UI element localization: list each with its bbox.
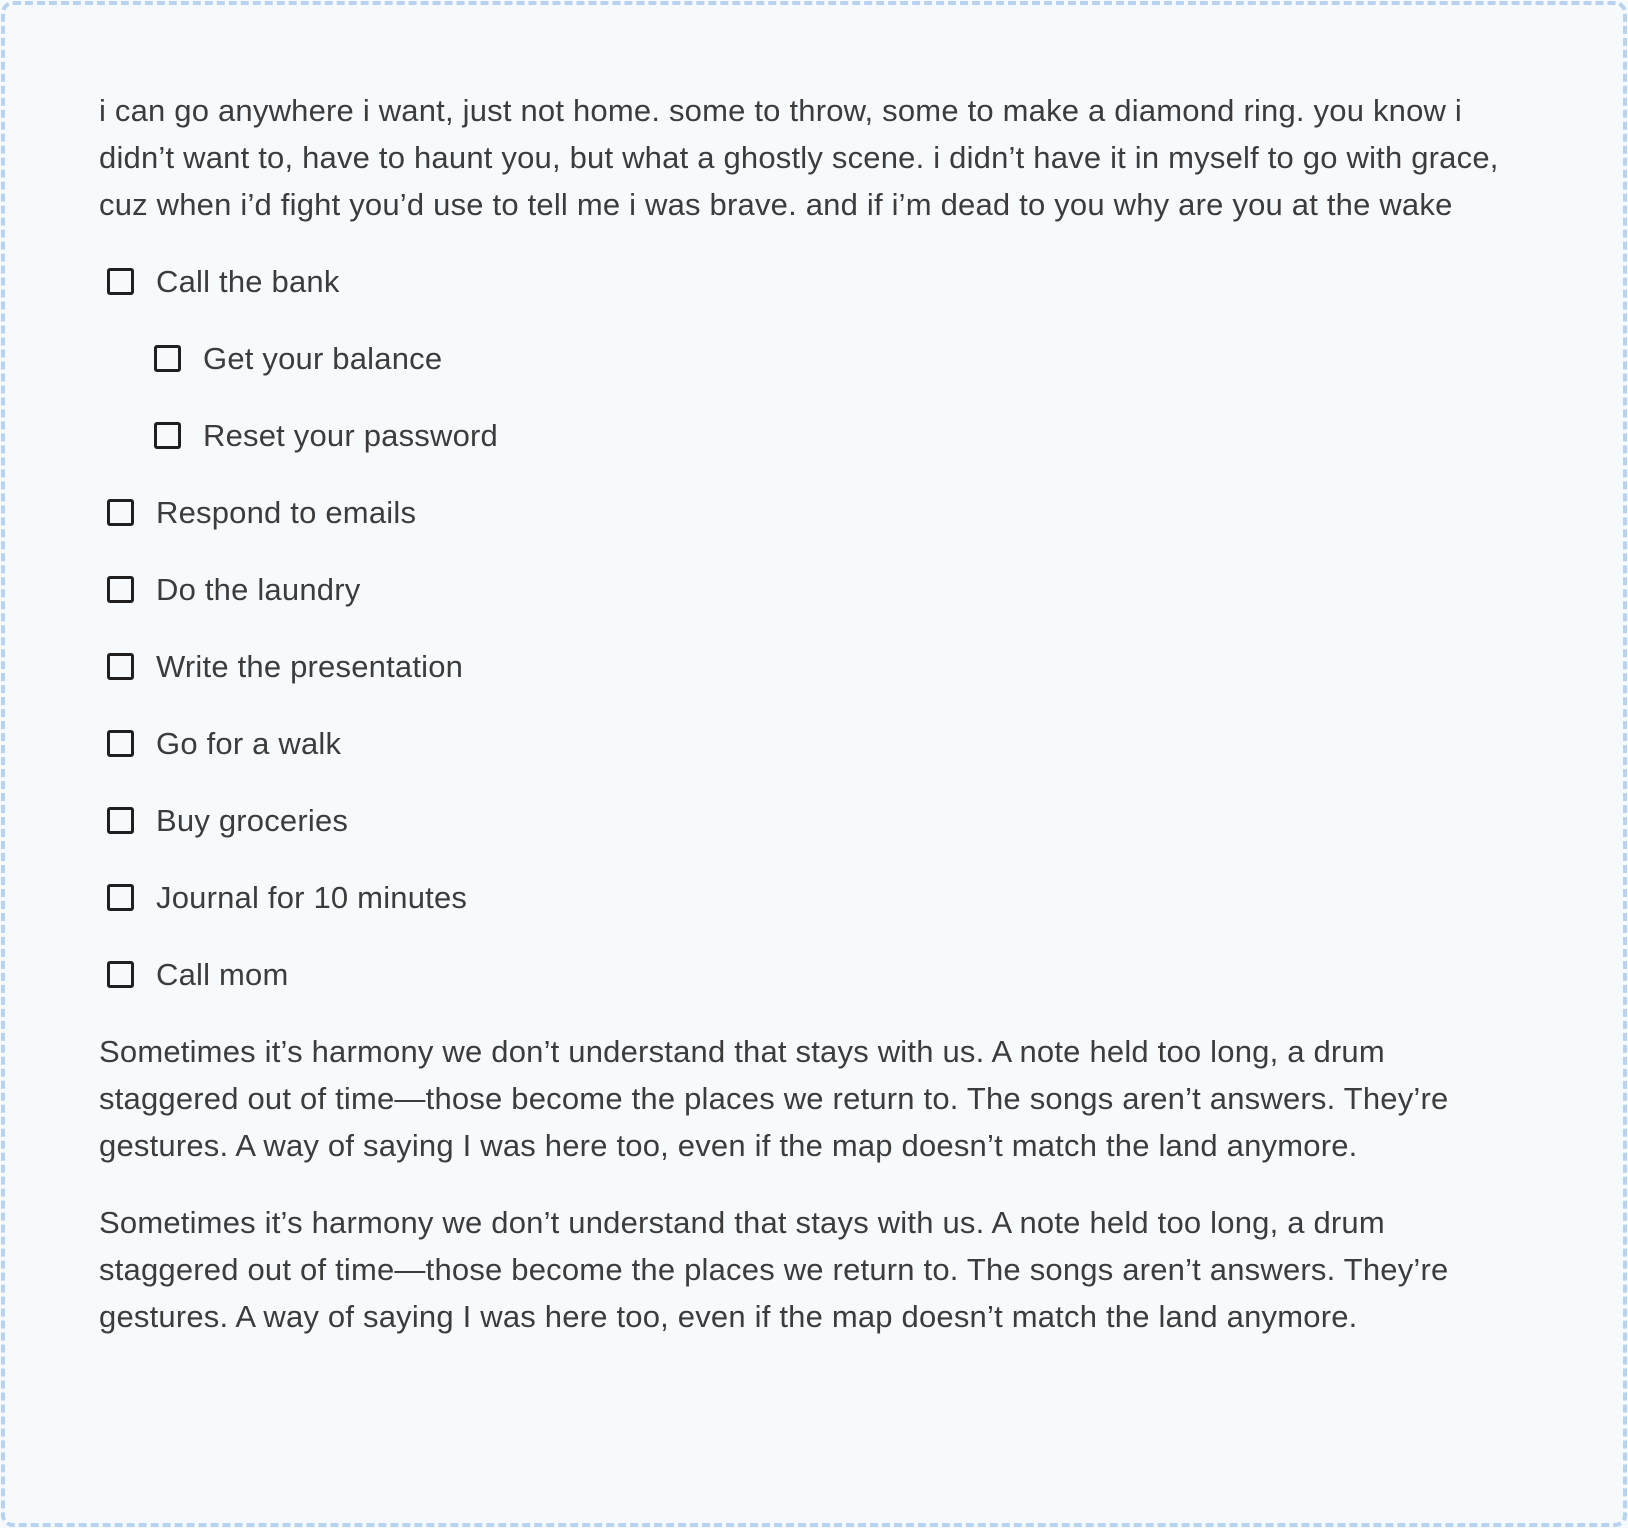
checklist-item (99, 874, 1529, 921)
checklist-item (99, 797, 1529, 844)
checklist-item-label: Do the laundry (156, 572, 361, 607)
checklist-item-label: Journal for 10 minutes (156, 880, 468, 915)
checklist-item (146, 412, 1529, 459)
checkbox[interactable] (154, 422, 181, 449)
checkbox[interactable] (107, 653, 134, 680)
checklist-item (99, 489, 1529, 536)
checklist-item-label: Write the presentation (156, 649, 464, 684)
checkbox[interactable] (107, 268, 134, 295)
checklist-item-label: Call the bank (156, 264, 340, 299)
checklist-item-label: Buy groceries (156, 803, 349, 838)
checklist-item (99, 566, 1529, 613)
checklist-item (99, 720, 1529, 767)
paragraph-lyrics: i can go anywhere i want, just not home. some to throw, some to make a diamond ring. you know i didn’t want to, have to haunt you, but what a ghostly scene. i didn’t have it in myself to go with grace, cuz when i’d fight you’d use to tell me i was brave. and if i’m dead to you why are you at the wake (99, 93, 1499, 222)
checklist-item-label: Respond to emails (156, 495, 417, 530)
checklist-item-label: Call mom (156, 957, 289, 992)
checklist-item (146, 335, 1529, 382)
checklist-item-label: Reset your password (203, 418, 498, 453)
document-page (1, 1, 1627, 1527)
paragraph-reflection-1: Sometimes it’s harmony we don’t understand that stays with us. A note held too long, a drum staggered out of time—those become the places we return to. The songs aren’t answers. They’re gestures. A way of saying I was here too, even if the map doesn’t match the land anymore. (99, 1034, 1449, 1163)
checkbox[interactable] (154, 345, 181, 372)
checklist (99, 258, 1529, 998)
checklist-item-label: Get your balance (203, 341, 443, 376)
checklist-item (99, 643, 1529, 690)
checklist-item (99, 951, 1529, 998)
checklist-item (99, 258, 1529, 305)
checkbox[interactable] (107, 576, 134, 603)
checkbox[interactable] (107, 499, 134, 526)
checkbox[interactable] (107, 884, 134, 911)
paragraph-reflection-2: Sometimes it’s harmony we don’t understand that stays with us. A note held too long, a drum staggered out of time—those become the places we return to. The songs aren’t answers. They’re gestures. A way of saying I was here too, even if the map doesn’t match the land anymore. (99, 1205, 1449, 1334)
checkbox[interactable] (107, 730, 134, 757)
checkbox[interactable] (107, 807, 134, 834)
checklist-item-label: Go for a walk (156, 726, 342, 761)
checkbox[interactable] (107, 961, 134, 988)
